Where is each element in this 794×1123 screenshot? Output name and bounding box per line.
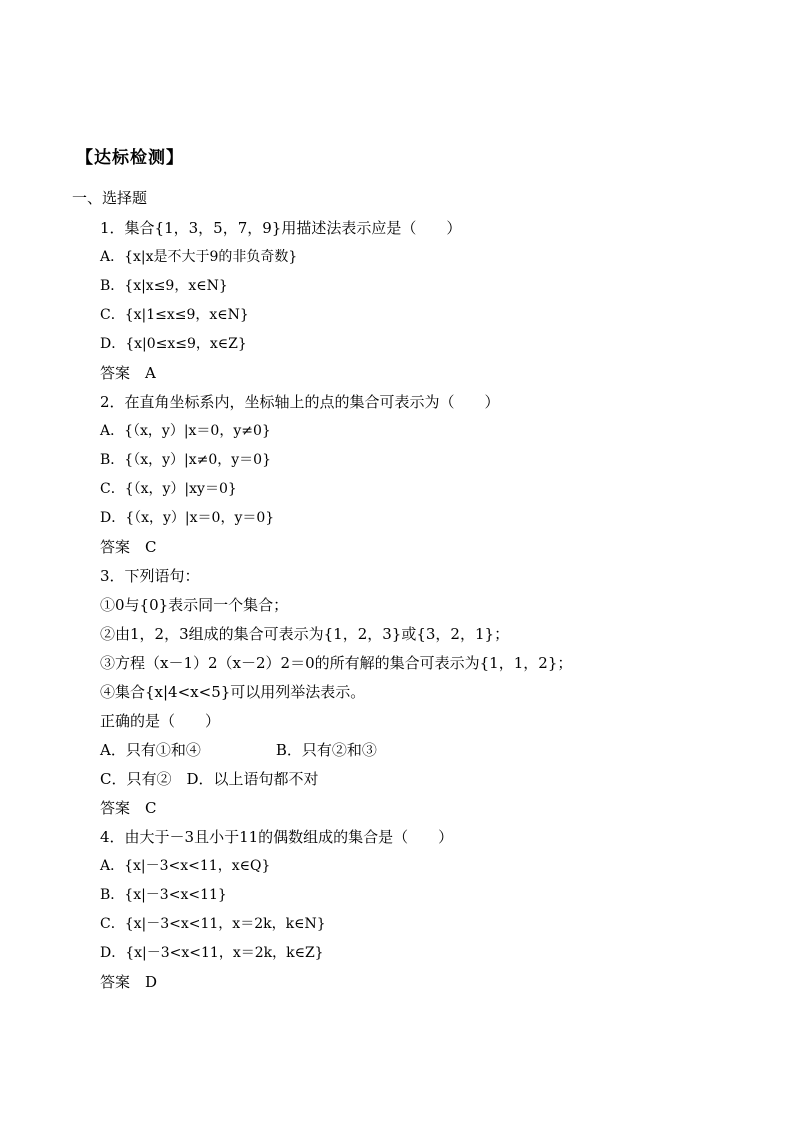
question-3-statement-2: ②由1，2，3组成的集合可表示为{1，2，3}或{3，2，1}； [100,625,510,643]
question-4-option-a: A．{x|－3<x<11，x∈Q} [100,858,271,874]
question-1-option-b: B．{x|x≤9，x∈N} [100,278,228,294]
question-3-statement-3: ③方程（x－1）2（x－2）2＝0的所有解的集合可表示为{1，1，2}； [100,654,573,672]
question-list [100,214,780,997]
question-1-stem: 1．集合{1，3，5，7，9}用描述法表示应是（ ） [100,219,462,237]
question-1-answer: 答案 A [100,364,156,382]
section-heading: 【达标检测】 [76,148,184,168]
question-3-prompt: 正确的是（ ） [100,712,221,730]
question-1-option-c: C．{x|1≤x≤9，x∈N} [100,307,249,323]
question-2-option-d: D．{（x，y）|x＝0，y＝0} [100,510,275,526]
question-2-option-b: B．{（x，y）|x≠0，y＝0} [100,452,271,468]
question-2-option-a: A．{（x，y）|x＝0，y≠0} [100,423,271,439]
question-3-options-cd: C．只有② D．以上语句都不对 [100,770,319,788]
question-2-stem: 2．在直角坐标系内，坐标轴上的点的集合可表示为（ ） [100,393,500,411]
question-3-statement-4: ④集合{x|4<x<5}可以用列举法表示。 [100,683,366,701]
question-3-statement-1: ①0与{0}表示同一个集合； [100,596,289,614]
question-2-option-c: C．{（x，y）|xy＝0} [100,481,237,497]
question-4-option-c: C．{x|－3<x<11，x＝2k，k∈N} [100,916,326,932]
question-3-options-ab: A．只有①和④ B．只有②和③ [100,741,377,759]
question-4-option-d: D．{x|－3<x<11，x＝2k，k∈Z} [100,945,324,961]
question-3-stem: 3．下列语句： [100,567,200,585]
question-2-answer: 答案 C [100,538,157,556]
question-1-option-d: D．{x|0≤x≤9，x∈Z} [100,336,247,352]
question-3-answer: 答案 C [100,799,157,817]
question-type-label: 一、选择题 [72,189,148,207]
question-4-option-b: B．{x|－3<x<11} [100,887,227,903]
question-4-stem: 4．由大于－3且小于11的偶数组成的集合是（ ） [100,828,454,846]
question-1-option-a: A．{x|x是不大于9的非负奇数} [100,249,298,265]
question-4-answer: 答案 D [100,973,158,991]
